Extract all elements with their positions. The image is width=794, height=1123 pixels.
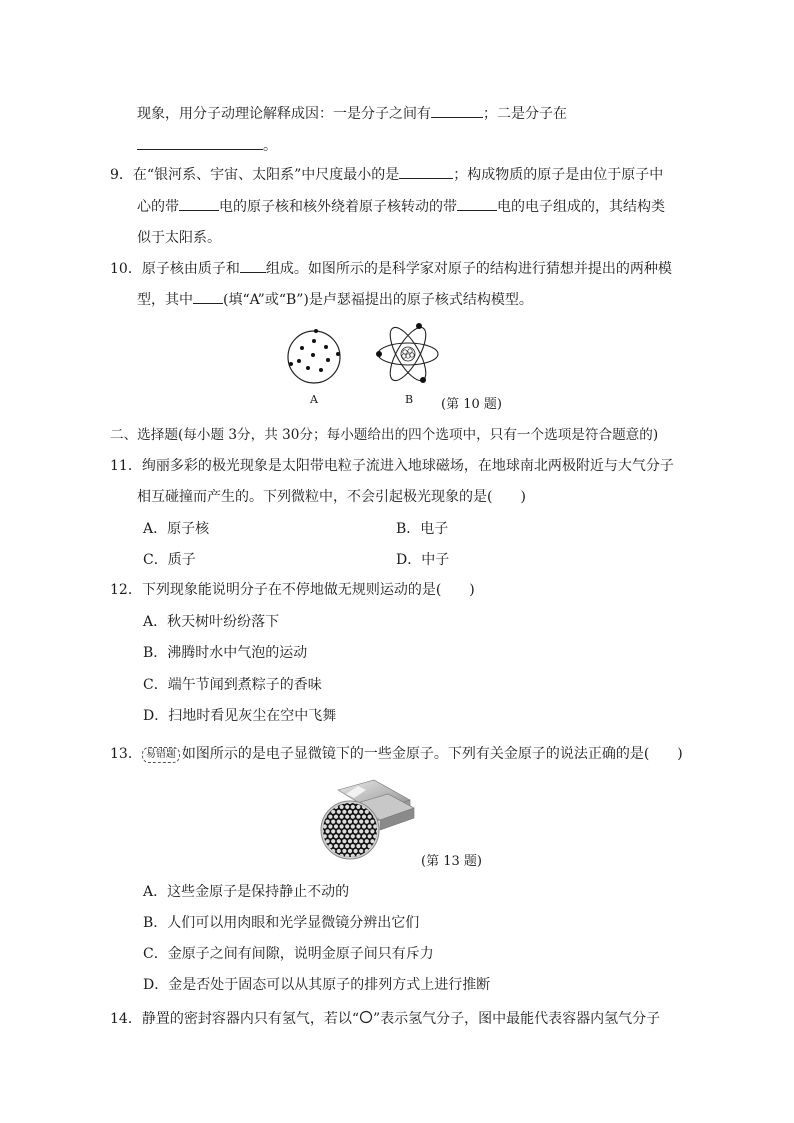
q8-line1	[137, 103, 567, 124]
q13-text: 如图所示的是电子显微镜下的一些金原子。下列有关金原子的说法正确的是( )	[181, 746, 683, 762]
q8-blank-1	[431, 103, 483, 118]
gold-atom	[368, 854, 372, 858]
q11-option-c: C．质子	[143, 552, 196, 568]
q8-line2	[137, 135, 277, 156]
q12-option-c: C．端午节闻到煮粽子的香味	[143, 677, 322, 693]
q8-blank-2	[137, 135, 263, 150]
gold-atom	[342, 810, 346, 814]
gold-atom	[328, 854, 332, 858]
gold-atom	[359, 810, 363, 814]
q9-text-f: 似于太阳系。	[137, 230, 221, 246]
q14-line1	[110, 1009, 660, 1029]
hydrogen-molecule-symbol	[359, 1010, 373, 1024]
gold-atom	[323, 854, 327, 858]
gold-atom	[331, 820, 335, 824]
gold-atom	[351, 815, 355, 819]
gold-atom	[340, 815, 344, 819]
gold-atom	[337, 810, 341, 814]
gold-atom	[384, 834, 388, 838]
gold-atom	[331, 829, 335, 833]
q12-option-d: D．扫地时看见灰尘在空中飞舞	[143, 708, 337, 724]
gold-atom	[368, 815, 372, 819]
gold-atom	[365, 820, 369, 824]
q13-number: 13．	[110, 746, 142, 762]
gold-atom	[320, 849, 324, 853]
gold-atom	[382, 849, 386, 853]
q13-option-a: A．这些金原子是保持静止不动的	[143, 884, 350, 900]
gold-atom	[362, 824, 366, 828]
gold-atom	[342, 820, 346, 824]
gold-atom	[354, 839, 358, 843]
gold-atom	[379, 834, 383, 838]
gold-atom	[337, 839, 341, 843]
gold-atoms-figure	[318, 778, 418, 864]
q9-text-a: 在“银河系、宇宙、太阳系”中尺度最小的是	[132, 167, 400, 183]
q11-number: 11．	[110, 458, 142, 474]
q9-number: 9．	[110, 167, 133, 183]
gold-atom	[337, 829, 341, 833]
q10-text-a: 原子核由质子和	[141, 261, 240, 277]
gold-atom	[345, 824, 349, 828]
gold-atom	[348, 849, 352, 853]
q10-text-c: 型，其中	[137, 292, 193, 308]
gold-atom	[365, 829, 369, 833]
q12-option-a: A．秋天树叶纷纷落下	[143, 614, 280, 630]
gold-atom	[354, 849, 358, 853]
gold-atom	[334, 824, 338, 828]
gold-atom	[340, 834, 344, 838]
gold-atom	[328, 815, 332, 819]
q13-stem	[110, 744, 683, 764]
q12-number: 12．	[110, 582, 142, 598]
gold-atom	[351, 834, 355, 838]
gold-atom	[326, 800, 330, 804]
gold-atom	[348, 810, 352, 814]
q11-line2: 相互碰撞而产生的。下列微粒中，不会引起极光现象的是( )	[137, 489, 526, 505]
q9-text-c: 心的带	[137, 199, 179, 215]
gold-atom	[382, 839, 386, 843]
q8-text: 现象，用分子动理论解释成因：一是分子之间有	[137, 106, 431, 122]
gold-atom	[326, 820, 330, 824]
q11-option-b: B．电子	[396, 521, 449, 537]
gold-atom	[348, 829, 352, 833]
q11-line1	[110, 456, 674, 476]
q10-line1	[110, 258, 672, 279]
gold-atom	[379, 844, 383, 848]
gold-atom	[348, 820, 352, 824]
q9-blank-2	[179, 196, 219, 211]
q14-text-b: ”表示氢气分子，图中最能代表容器内氢气分子	[373, 1011, 661, 1027]
q9-text-d: 电的原子核和核外绕着原子核转动的带	[219, 199, 457, 215]
gold-atom	[370, 820, 374, 824]
gold-atom	[334, 844, 338, 848]
q9-blank-3	[457, 196, 497, 211]
gold-atom	[362, 844, 366, 848]
q8-period: 。	[263, 138, 277, 154]
q10-blank-2	[193, 289, 223, 304]
gold-atom	[340, 824, 344, 828]
gold-atom	[356, 834, 360, 838]
gold-atom	[345, 834, 349, 838]
gold-atom	[370, 829, 374, 833]
q9-line2	[137, 196, 665, 217]
gold-atom	[368, 834, 372, 838]
gold-atom	[384, 844, 388, 848]
q12-text: 下列现象能说明分子在不停地做无规则运动的是( )	[141, 582, 475, 598]
q10-caption: (第 10 题)	[441, 397, 502, 412]
q14-number: 14．	[110, 1011, 142, 1027]
q10-line2	[137, 289, 533, 310]
gold-atom	[337, 820, 341, 824]
q12-stem	[110, 580, 475, 600]
gold-atom	[359, 820, 363, 824]
gold-atom	[340, 844, 344, 848]
model-b-label: B	[405, 393, 414, 406]
gold-atom	[331, 800, 335, 804]
q12-option-b: B．沸腾时水中气泡的运动	[143, 645, 308, 661]
gold-atom	[342, 829, 346, 833]
q13-option-d: D．金是否处于固态可以从其原子的排列方式上进行推断	[143, 977, 491, 993]
gold-atom	[342, 849, 346, 853]
gold-atom	[351, 824, 355, 828]
atom-model-a-figure	[284, 328, 344, 386]
q9-text-e: 电的电子组成的，其结构类	[497, 199, 665, 215]
gold-atom	[345, 815, 349, 819]
gold-atom	[359, 829, 363, 833]
q11-text-1: 绚丽多彩的极光现象是太阳带电粒子流进入地球磁场，在地球南北两极附近与大气分子	[141, 458, 674, 474]
q10-text-b: 组成。如图所示的是科学家对原子的结构进行猜想并提出的两种模	[265, 261, 672, 277]
gold-atom	[340, 805, 344, 809]
q14-text-a: 静置的密封容器内只有氢气，若以“	[141, 1011, 359, 1027]
gold-atom	[331, 839, 335, 843]
gold-atom	[376, 849, 380, 853]
section-2-heading: 二、选择题(每小题 3分，共 30分；每小题给出的四个选项中，只有一个选项是符合题意的)	[110, 427, 659, 443]
model-a-label: A	[310, 393, 318, 406]
gold-atom	[326, 829, 330, 833]
gold-atom	[331, 810, 335, 814]
q8-text-2: ；二是分子在	[483, 106, 567, 122]
gold-atom	[359, 849, 363, 853]
q11-option-a: A．原子核	[143, 521, 210, 537]
gold-atom	[342, 839, 346, 843]
gold-atom	[354, 829, 358, 833]
gold-atom	[354, 810, 358, 814]
gold-atom	[359, 839, 363, 843]
gold-atom	[356, 805, 360, 809]
gold-atom	[334, 834, 338, 838]
gold-atom	[356, 824, 360, 828]
gold-atom	[384, 854, 388, 858]
gold-atom	[373, 854, 377, 858]
q13-caption: (第 13 题)	[421, 854, 482, 869]
q13-option-c: C．金原子之间有间隙，说明金原子间只有斥力	[143, 946, 434, 962]
q9-text-b: ；构成物质的原子是由位于原子中	[453, 167, 664, 183]
error-prone-tag: 易错题	[142, 747, 180, 763]
gold-atom	[368, 824, 372, 828]
gold-atom	[362, 834, 366, 838]
gold-atom	[320, 800, 324, 804]
q9-line1	[110, 164, 663, 185]
q9-blank-1	[399, 164, 453, 179]
q10-text-d: (填“A”或“B”)是卢瑟福提出的原子核式结构模型。	[223, 292, 533, 308]
gold-atom	[345, 844, 349, 848]
gold-atom	[351, 844, 355, 848]
gold-atom	[354, 820, 358, 824]
gold-atom	[320, 810, 324, 814]
gold-atom	[323, 805, 327, 809]
gold-atom	[382, 829, 386, 833]
gold-atom	[356, 815, 360, 819]
q13-option-b: B．人们可以用肉眼和光学显微镜分辨出它们	[143, 915, 420, 931]
q10-blank-1	[240, 258, 266, 273]
gold-atom	[365, 810, 369, 814]
gold-atom	[337, 849, 341, 853]
gold-atom	[365, 839, 369, 843]
q10-number: 10．	[110, 261, 142, 277]
gold-atom	[345, 805, 349, 809]
gold-atom	[348, 839, 352, 843]
gold-atom	[356, 844, 360, 848]
gold-atom	[351, 805, 355, 809]
gold-atom	[328, 824, 332, 828]
gold-atom	[362, 815, 366, 819]
atom-model-b-figure	[373, 318, 443, 390]
q9-line3	[137, 228, 221, 248]
gold-atom	[334, 815, 338, 819]
q11-option-d: D．中子	[396, 552, 450, 568]
gold-atom	[379, 854, 383, 858]
gold-atom	[328, 834, 332, 838]
